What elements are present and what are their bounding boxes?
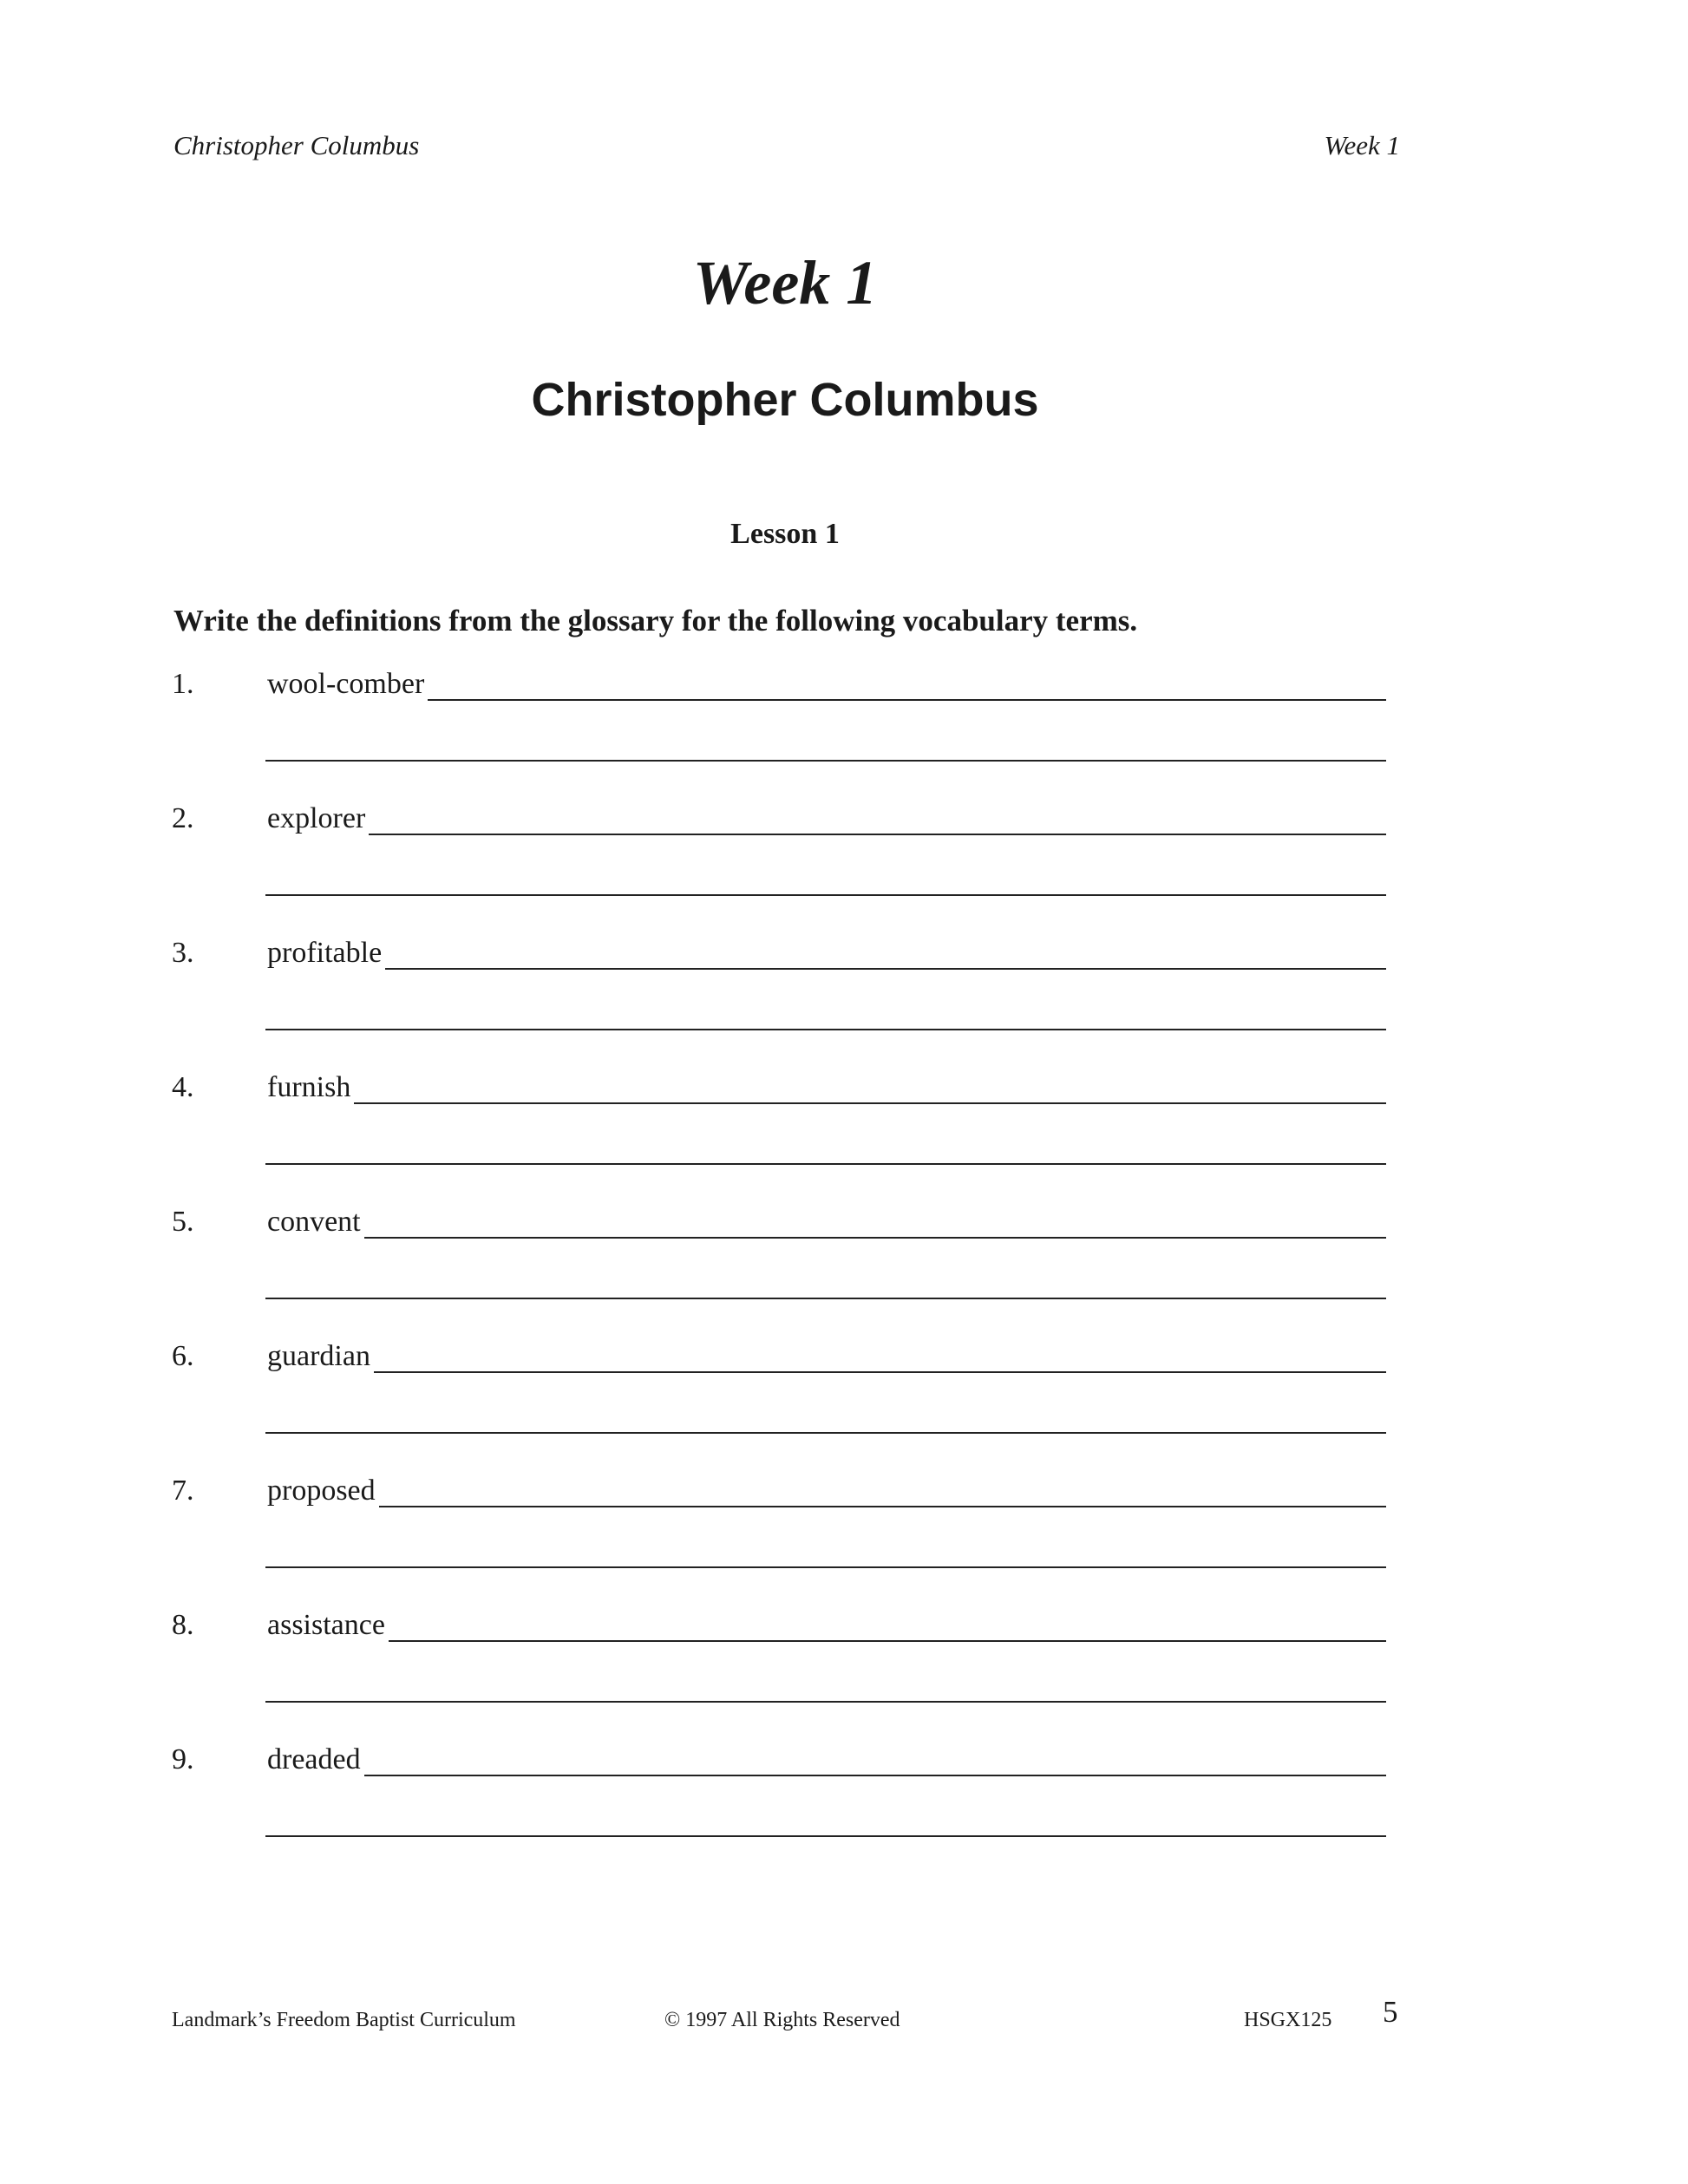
- term-line: [267, 1340, 1386, 1373]
- item-number: 5.: [172, 1206, 194, 1238]
- term-line: [267, 802, 1386, 835]
- vocabulary-term: furnish: [267, 1071, 351, 1103]
- week-title: Week 1: [692, 248, 878, 317]
- term-line: [267, 1743, 1386, 1776]
- lesson-heading: Lesson 1: [730, 518, 840, 550]
- answer-line-1[interactable]: [354, 1073, 1386, 1104]
- item-number: 6.: [172, 1340, 194, 1372]
- vocabulary-item: [0, 1600, 1688, 1735]
- instructions: Write the definitions from the glossary for the following vocabulary terms.: [173, 604, 1138, 638]
- vocabulary-term: proposed: [267, 1475, 376, 1507]
- running-header-right: Week 1: [1324, 130, 1400, 160]
- item-number: 8.: [172, 1609, 194, 1641]
- answer-line-2[interactable]: [265, 1835, 1386, 1837]
- vocabulary-item: [0, 1331, 1688, 1466]
- item-number: 4.: [172, 1071, 194, 1103]
- vocabulary-item: [0, 794, 1688, 928]
- term-line: [267, 937, 1386, 970]
- term-line: [267, 1609, 1386, 1642]
- page-number: 5: [1383, 1995, 1398, 2029]
- answer-line-2[interactable]: [265, 1298, 1386, 1299]
- answer-line-2[interactable]: [265, 1432, 1386, 1434]
- vocabulary-item: [0, 1197, 1688, 1331]
- term-line: [267, 1071, 1386, 1104]
- vocabulary-item: [0, 928, 1688, 1063]
- item-number: 2.: [172, 802, 194, 834]
- vocabulary-term: explorer: [267, 802, 366, 834]
- term-line: [267, 668, 1386, 701]
- vocabulary-list: [0, 659, 1688, 1869]
- answer-line-2[interactable]: [265, 894, 1386, 896]
- vocabulary-item: [0, 659, 1688, 794]
- answer-line-1[interactable]: [389, 1611, 1386, 1642]
- vocabulary-term: convent: [267, 1206, 361, 1238]
- vocabulary-term: wool-comber: [267, 668, 425, 700]
- answer-line-1[interactable]: [364, 1745, 1386, 1776]
- answer-line-2[interactable]: [265, 760, 1386, 762]
- answer-line-1[interactable]: [364, 1207, 1386, 1239]
- item-number: 7.: [172, 1475, 194, 1507]
- footer-publisher: Landmark’s Freedom Baptist Curriculum: [172, 2009, 516, 2031]
- answer-line-2[interactable]: [265, 1701, 1386, 1703]
- item-number: 1.: [172, 668, 194, 700]
- answer-line-1[interactable]: [385, 938, 1386, 970]
- item-number: 3.: [172, 937, 194, 969]
- vocabulary-term: assistance: [267, 1609, 385, 1641]
- vocabulary-term: guardian: [267, 1340, 370, 1372]
- vocabulary-term: profitable: [267, 937, 383, 969]
- answer-line-1[interactable]: [369, 804, 1386, 835]
- answer-line-2[interactable]: [265, 1566, 1386, 1568]
- answer-line-1[interactable]: [374, 1342, 1386, 1373]
- unit-title: Christopher Columbus: [531, 374, 1039, 426]
- vocabulary-item: [0, 1735, 1688, 1869]
- answer-line-2[interactable]: [265, 1163, 1386, 1165]
- answer-line-1[interactable]: [428, 670, 1386, 701]
- vocabulary-item: [0, 1466, 1688, 1600]
- running-header-left: Christopher Columbus: [173, 130, 420, 160]
- term-line: [267, 1206, 1386, 1239]
- footer-copyright: © 1997 All Rights Reserved: [664, 2009, 900, 2031]
- answer-line-2[interactable]: [265, 1029, 1386, 1030]
- footer-code: HSGX125: [1244, 2009, 1332, 2031]
- term-line: [267, 1475, 1386, 1507]
- answer-line-1[interactable]: [379, 1476, 1386, 1507]
- vocabulary-term: dreaded: [267, 1743, 361, 1775]
- item-number: 9.: [172, 1743, 194, 1775]
- vocabulary-item: [0, 1063, 1688, 1197]
